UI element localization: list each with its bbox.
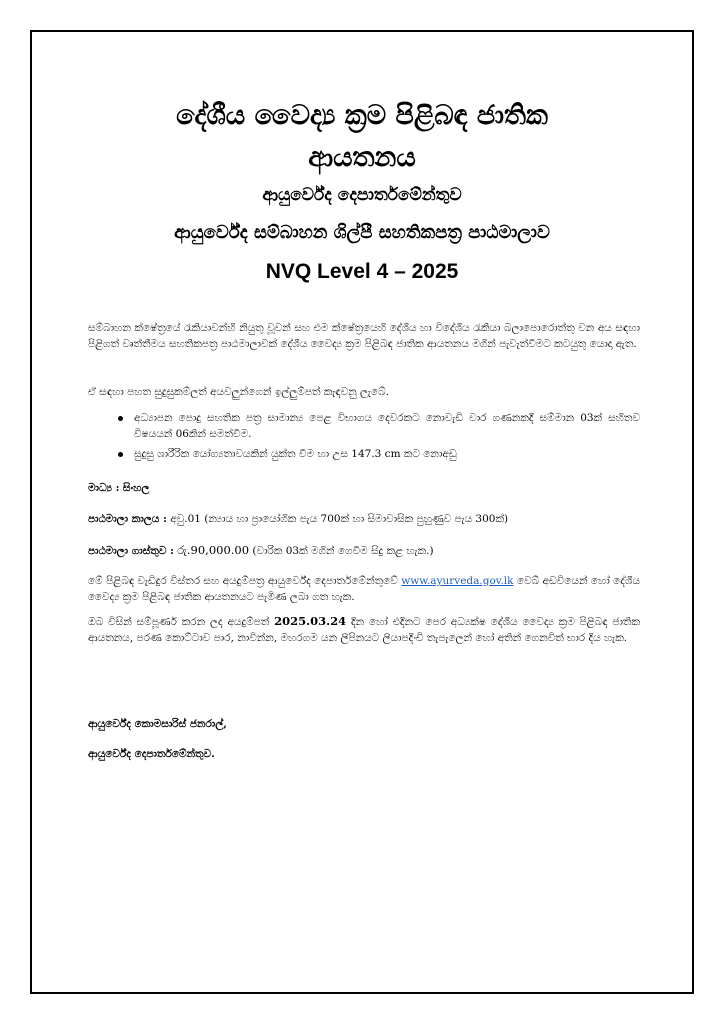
duration-value: අවු.01 (න්‍යාය හා ප්‍රායෝගික පැය 700ක් හා සිමාවාසික පුහුණුව පැය 300ක්)	[170, 513, 509, 525]
fee-note: (වාරික 03ක් මගින් ගෙවීම සිදු කළ හැක.)	[252, 545, 434, 557]
submission-text-before: ඔබ විසින් සම්පූර්ණ කරන ලද අයදුම්පත්	[88, 616, 270, 628]
submission-paragraph	[88, 613, 640, 646]
info-text-after: වෙබ් අඩවියෙන් හෝ දේශීය වෛද්‍ය ක්‍රම පිළිබඳ ජාතික ආයතනයට පැමිණ ලබා ගත හැක.	[88, 575, 641, 603]
info-paragraph	[88, 573, 640, 605]
list-item	[88, 446, 640, 462]
department-title: ආයුර්වේද දෙපාර්තමේන්තුව	[262, 185, 462, 205]
duration-label: පාඨමාලා කාලය :	[88, 513, 167, 525]
fee-amount: රු.90,000.00	[177, 543, 250, 557]
bullet-icon	[118, 452, 123, 457]
submission-text-after: දින හෝ එදිනට පෙර අධ්‍යක්ෂ දේශීය වෛද්‍ය ක්‍රම පිළිබඳ ජාතික ආයතනය, පරණ කොට්ටාව පාර, නාවින්න, මහරගම යන ලිපිනයට ලියාපදිංචි තැපැලෙන් හෝ අතින් ගෙනවිත් භාර දිය හැක.	[88, 616, 640, 644]
fee-label: පාඨමාලා ගාස්තුව :	[88, 545, 174, 557]
info-text-before: මේ පිළිබඳ වැඩිදුර විස්තර සහ අයදුම්පත්‍ර ආයුර්වේද දෙපාර්තමේන්තුවේ	[88, 575, 398, 587]
requirements-intro: ඒ සඳහා පහත සුදුසුකම්ලත් අයවලුන්ගෙන් ඉල්ලුම්පත් කැඳවනු ලැබේ.	[88, 386, 389, 398]
institute-title-line1: දේශීය වෛද්‍ය ක්‍රම පිළිබඳ ජාතික	[176, 100, 548, 131]
nvq-level: NVQ Level 4 – 2025	[265, 260, 459, 283]
signature-title	[88, 716, 640, 732]
signature-line1: ආයුර්වේද කොමසාරිස් ජනරාල්,	[88, 718, 227, 730]
requirement-text: අධ්‍යාපන පොදු සහතික පත්‍ර සාමාන්‍ය පෙළ විභාගය දෙවරකට නොවැඩි වාර ගණනකදී සම්මාන 03ක් සහිතව විෂයයන් 06කින් සමත්වීම.	[134, 412, 640, 440]
medium-line	[88, 480, 640, 496]
signature-line2: ආයුර්වේද දෙපාර්තමේන්තුව.	[88, 748, 215, 760]
intro-paragraph: සම්බාහන ක්ෂේත්‍රයේ රැකියාවන්හි නියුතු වූවන් සහ එම ක්ෂේත්‍රයෙහි දේශීය හා විදේශීය රැකියා බලාපොරොත්තු වන අය සඳහා පිළිගත් වෘත්තීමය සහතිකපත්‍ර පාඨමාලාවක් දේශීය වෛද්‍ය ක්‍රම පිළිබඳ ජාතික ආයතනය මගින් පැවැත්වීමට කටයුතු යොදා ඇත.	[88, 322, 640, 350]
course-title: ආයුර්වේද සම්බාහන ශිල්පී සහතිකපත්‍ර පාඨමාලාව	[174, 222, 550, 243]
list-item	[88, 410, 640, 442]
duration-line	[88, 511, 640, 527]
website-link[interactable]: www.ayurveda.gov.lk	[401, 575, 514, 587]
bullet-icon	[118, 416, 123, 421]
medium-label: මාධ්‍ය :	[88, 482, 120, 494]
medium-value: සිංහල	[122, 482, 150, 494]
requirement-text: සුදුසු ශාරීරික යෝග්‍යතාවයකින් යුක්ත වීම හා උස 147.3 cm කට නොඅඩු	[134, 448, 457, 460]
institute-title-line2: ආයතනය	[308, 142, 416, 173]
fee-line	[88, 542, 640, 559]
requirements-list	[88, 410, 640, 466]
closing-date: 2025.03.24	[274, 614, 347, 628]
signature-department	[88, 746, 640, 762]
